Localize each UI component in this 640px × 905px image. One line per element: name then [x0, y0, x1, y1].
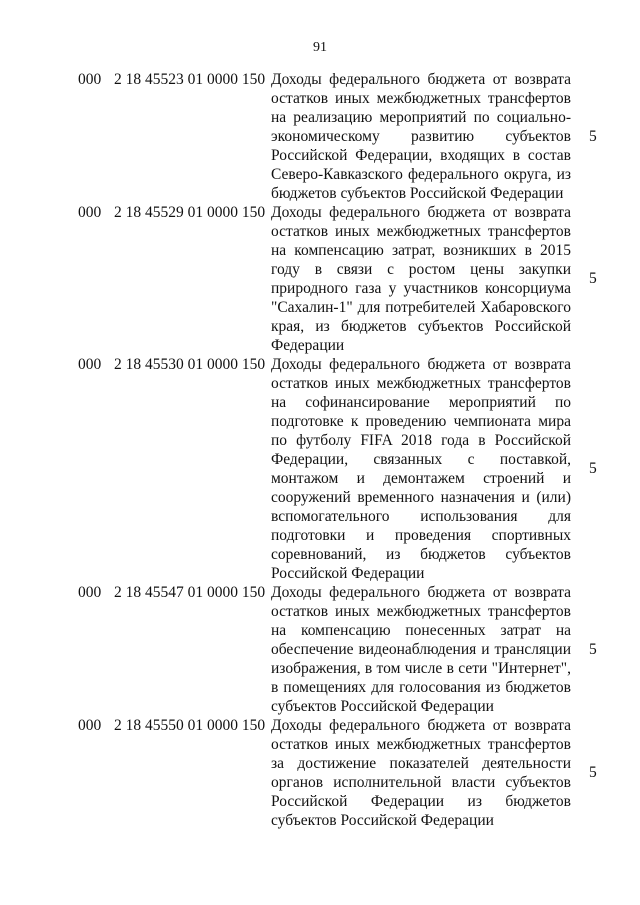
table-row: [0, 203, 640, 355]
norm-percent: 5: [589, 270, 597, 287]
admin-code: 000: [78, 204, 102, 221]
norm-percent: 5: [589, 460, 597, 477]
revenue-description: Доходы федерального бюджета от возврата остатков иных межбюджетных трансфертов на софинансирование мероприятий по подготовке к проведению чемпионата мира по футболу FIFA 2018 года в Российской Федерации, связанных с поставкой, монтажом и демонтажем строений и сооружений временного назначения и (или) вспомогательного использования для подготовки и проведения спортивных соревнований, из бюджетов субъектов Российской Федерации: [271, 356, 571, 582]
revenue-description: Доходы федерального бюджета от возврата остатков иных межбюджетных трансфертов на реализацию мероприятий по социально-экономическому развитию субъектов Российской Федерации, входящих в состав Северо-Кавказского федерального округа, из бюджетов субъектов Российской Федерации: [271, 71, 571, 202]
norm-percent: 5: [589, 127, 597, 145]
table-row: [0, 716, 640, 830]
budget-classification-code: 2 18 45529 01 0000 150: [114, 204, 266, 221]
table-row: [0, 70, 640, 203]
revenue-description: Доходы федерального бюджета от возврата остатков иных межбюджетных трансфертов за достижение показателей деятельности органов исполнительной власти субъектов Российской Федерации из бюджетов субъектов Российской Федерации: [271, 717, 571, 829]
table-row: [0, 583, 640, 716]
revenue-description: Доходы федерального бюджета от возврата остатков иных межбюджетных трансфертов на компенсацию затрат, возникших в 2015 году в связи с ростом цены закупки природного газа у участников консорциума "Сахалин-1" для потребителей Хабаровского края, из бюджетов субъектов Российской Федерации: [271, 204, 571, 354]
budget-classification-code: 2 18 45547 01 0000 150: [114, 584, 266, 601]
budget-classification-code: 2 18 45523 01 0000 150: [114, 71, 266, 88]
admin-code: 000: [78, 584, 102, 601]
revenue-description: Доходы федерального бюджета от возврата остатков иных межбюджетных трансфертов на компенсацию понесенных затрат на обеспечение видеонаблюдения и трансляции изображения, в том числе в сети "Интернет", в помещениях для голосования из бюджетов субъектов Российской Федерации: [271, 584, 571, 715]
norm-percent: 5: [589, 640, 597, 658]
admin-code: 000: [78, 71, 102, 88]
norm-percent: 5: [589, 764, 597, 781]
revenue-table: [0, 70, 640, 830]
budget-classification-code: 2 18 45530 01 0000 150: [114, 356, 266, 373]
budget-classification-code: 2 18 45550 01 0000 150: [114, 717, 266, 734]
admin-code: 000: [78, 717, 102, 734]
page-number: 91: [313, 40, 327, 55]
table-row: [0, 355, 640, 583]
admin-code: 000: [78, 356, 102, 373]
